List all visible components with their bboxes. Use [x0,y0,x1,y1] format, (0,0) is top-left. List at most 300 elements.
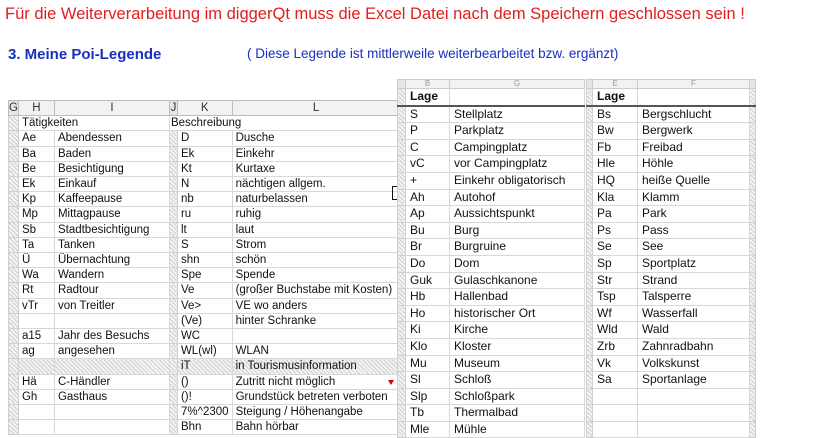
activity-abbr-cell: Ek [18,177,54,192]
table-row [587,372,756,389]
activity-abbr-cell [18,359,54,374]
location-code-cell: Mu [406,355,450,372]
header-row [398,89,585,106]
location-code-cell: Hb [406,289,450,306]
location-code-cell: Fb [593,139,638,156]
gutter-cell [9,283,19,298]
table-row [587,338,756,355]
gutter-cell [750,421,756,438]
gutter-cell [750,222,756,239]
activity-name-cell [54,313,169,328]
gutter-cell [750,322,756,339]
gutter-cell [398,305,406,322]
gutter-cell [750,388,756,405]
location-name-cell: Park [638,206,750,223]
location-name-cell: Bergwerk [638,123,750,140]
gutter-cell [750,239,756,256]
location-name-cell: See [638,239,750,256]
table-row [9,389,401,404]
table-row [587,139,756,156]
activity-abbr-cell [18,313,54,328]
description-code-cell: Spe [177,268,232,283]
location-code-cell: Klo [406,338,450,355]
gutter-cell [9,405,19,420]
table-row [9,268,401,283]
table-row [398,222,585,239]
description-code-cell: () [177,374,232,389]
location-name-cell: Kloster [450,338,585,355]
description-code-cell: iT [177,359,232,374]
activity-abbr-cell: Kp [18,192,54,207]
gutter-cell [750,106,756,123]
table-row [9,253,401,268]
table-row [9,177,401,192]
table-row [9,222,401,237]
table-row [9,329,401,344]
gutter-cell [9,268,19,283]
description-text-cell: Kurtaxe [232,161,400,176]
gutter-cell [169,420,177,435]
location-code-cell: Wld [593,322,638,339]
table-row [9,359,401,374]
gutter-cell [398,338,406,355]
location-name-cell: Sportplatz [638,255,750,272]
table-row [587,106,756,123]
activity-name-cell: Besichtigung [54,161,169,176]
location-code-cell: Tsp [593,289,638,306]
location-name-cell: Sportanlage [638,372,750,389]
column-header-row [398,80,585,89]
location-code-cell: Bw [593,123,638,140]
column-letter: J [170,102,177,114]
gutter-cell [9,344,19,359]
gutter-cell [398,172,406,189]
gutter-cell [750,305,756,322]
description-code-cell: Ve [177,283,232,298]
location-name-cell: Burgruine [450,239,585,256]
table-row [587,172,756,189]
gutter-cell [750,89,756,106]
location-name-cell: Gulaschkanone [450,272,585,289]
location-code-cell: Pa [593,206,638,223]
gutter-cell [398,272,406,289]
activity-name-cell: Tanken [54,237,169,252]
gutter-cell [398,89,406,106]
column-letter: G [9,102,18,114]
description-text-cell: Dusche [232,131,400,146]
gutter-cell [750,405,756,422]
table-row [398,172,585,189]
activity-name-cell: Mittagpause [54,207,169,222]
location-code-cell: Sa [593,372,638,389]
description-text-cell: hinter Schranke [232,313,400,328]
gutter-cell [398,222,406,239]
description-text-cell: in Tourismusinformation [232,359,400,374]
location-code-cell: Vk [593,355,638,372]
location-name-cell: Museum [450,355,585,372]
activity-name-cell: Radtour [54,283,169,298]
description-code-cell: Kt [177,161,232,176]
gutter-cell [169,161,177,176]
description-code-cell: (Ve) [177,313,232,328]
location-name-cell: Hallenbad [450,289,585,306]
location-name-cell: Talsperre [638,289,750,306]
location-code-cell: HQ [593,172,638,189]
description-text-cell: Einkehr [232,146,400,161]
location-name-cell: Zahnradbahn [638,338,750,355]
table-row [587,405,756,422]
gutter-cell [398,388,406,405]
gutter-cell [750,355,756,372]
description-text-cell: schön [232,253,400,268]
gutter-cell [169,253,177,268]
description-code-cell: WC [177,329,232,344]
column-letter: B [406,80,450,89]
column-letter: I [54,101,169,116]
gutter-cell [750,372,756,389]
lage-header: Lage [406,89,450,106]
gutter-cell [750,338,756,355]
gutter-cell [750,272,756,289]
table-row [398,305,585,322]
table-row [587,289,756,306]
table-row [398,421,585,438]
location-name-cell: Kirche [450,322,585,339]
location-sheet-2 [586,79,756,438]
location-name-cell: Volkskunst [638,355,750,372]
location-name-cell: Dom [450,255,585,272]
location-name-cell: Wald [638,322,750,339]
location-name-cell: Einkehr obligatorisch [450,172,585,189]
activity-abbr-cell: ag [18,344,54,359]
gutter-cell [9,313,19,328]
table-row [9,344,401,359]
save-notice: Für die Weiterverarbeitung im diggerQt muss die Excel Datei nach dem Speichern geschlossen sein ! [5,5,745,23]
gutter-cell [169,146,177,161]
activity-abbr-cell: Sb [18,222,54,237]
location-name-cell: Thermalbad [450,405,585,422]
location-code-cell: C [406,139,450,156]
description-text-cell [232,329,400,344]
table-row [9,161,401,176]
group-label-taetigkeiten: Tätigkeiten [18,116,169,131]
table-row [398,355,585,372]
location-name-cell: Parkplatz [450,123,585,140]
location-code-cell: Do [406,255,450,272]
gutter-cell [398,139,406,156]
location-name-cell: Schloßpark [450,388,585,405]
description-text-cell: Strom [232,237,400,252]
activity-abbr-cell: Rt [18,283,54,298]
gutter-cell [9,131,19,146]
description-code-cell: N [177,177,232,192]
table-row [9,283,401,298]
activity-name-cell [54,405,169,420]
table-row [587,239,756,256]
table-row [9,298,401,313]
location-code-cell: Hle [593,156,638,173]
gutter-cell [750,255,756,272]
gutter-cell [398,206,406,223]
table-row [398,123,585,140]
location-code-cell [593,388,638,405]
table-row [398,372,585,389]
table-row [398,322,585,339]
location-code-cell: S [406,106,450,123]
table-row [587,222,756,239]
activity-name-cell: Gasthaus [54,389,169,404]
header-row [587,89,756,106]
gutter-cell [398,355,406,372]
location-code-cell: Kla [593,189,638,206]
gutter-cell [169,359,177,374]
table-row [587,189,756,206]
gutter-cell [750,139,756,156]
table-row [587,156,756,173]
gutter-cell [169,131,177,146]
description-text-cell: Grundstück betreten verboten [232,389,400,404]
gutter-cell [9,177,19,192]
description-text-cell: ruhig [232,207,400,222]
description-text-cell: Spende [232,268,400,283]
description-text-cell: Steigung / Höhenangabe [232,405,400,420]
gutter-cell [169,177,177,192]
location-code-cell: Ps [593,222,638,239]
column-header-row [587,80,756,89]
table-row [9,420,401,435]
description-text-cell: laut [232,222,400,237]
gutter-cell [169,222,177,237]
table-row [587,206,756,223]
activity-abbr-cell [18,420,54,435]
activity-abbr-cell: vTr [18,298,54,313]
location-code-cell: + [406,172,450,189]
gutter-cell [398,156,406,173]
gutter-cell [9,253,19,268]
activity-abbr-cell: Ba [18,146,54,161]
gutter-cell [169,389,177,404]
location-name-cell: Mühle [450,421,585,438]
table-row [398,405,585,422]
activity-abbr-cell: Ü [18,253,54,268]
table-row [398,106,585,123]
gutter-cell [169,268,177,283]
table-row [587,388,756,405]
gutter-cell [169,374,177,389]
column-letter: H [18,101,54,116]
activity-abbr-cell: Hä [18,374,54,389]
table-row [398,139,585,156]
description-code-cell: ()! [177,389,232,404]
gutter-cell [398,421,406,438]
location-name-cell: historischer Ort [450,305,585,322]
column-letter: G [450,80,585,89]
location-code-cell: Bs [593,106,638,123]
location-name-cell: heiße Quelle [638,172,750,189]
column-letter: E [593,80,638,89]
location-sheet-1 [397,79,585,438]
location-code-cell: Br [406,239,450,256]
table-row [9,405,401,420]
activity-name-cell [54,359,169,374]
activity-abbr-cell: Wa [18,268,54,283]
location-code-cell: Zrb [593,338,638,355]
description-text-cell: naturbelassen [232,192,400,207]
gutter-cell [169,237,177,252]
table-row [398,272,585,289]
location-name-cell: Höhle [638,156,750,173]
location-code-cell: Wf [593,305,638,322]
gutter-cell [169,329,177,344]
description-code-cell: WL(wl) [177,344,232,359]
gutter-cell [9,222,19,237]
location-name-cell: Bergschlucht [638,106,750,123]
lage-header: Lage [593,89,638,106]
table-row [398,239,585,256]
comment-indicator [388,380,394,385]
location-code-cell: Guk [406,272,450,289]
table-row [398,338,585,355]
description-code-cell: Ek [177,146,232,161]
location-code-cell [593,405,638,422]
table-row [398,255,585,272]
gutter-cell [750,289,756,306]
location-code-cell: P [406,123,450,140]
gutter-cell [398,239,406,256]
description-text-cell: (großer Buchstabe mit Kosten) [232,283,400,298]
activity-abbr-cell: a15 [18,329,54,344]
gutter-cell [398,255,406,272]
location-name-cell: Aussichtspunkt [450,206,585,223]
gutter-cell [398,80,406,89]
description-text-cell: VE wo anders [232,298,400,313]
activity-name-cell: Wandern [54,268,169,283]
gutter-cell [9,116,19,131]
location-code-cell: Ho [406,305,450,322]
location-name-cell [638,405,750,422]
gutter-cell [169,313,177,328]
gutter-cell [398,322,406,339]
location-code-cell: Slp [406,388,450,405]
column-letter: F [638,80,750,89]
location-name-cell: vor Campingplatz [450,156,585,173]
description-code-cell: D [177,131,232,146]
gutter-cell [9,207,19,222]
location-name-cell: Strand [638,272,750,289]
description-code-cell: S [177,237,232,252]
gutter-cell [9,389,19,404]
gutter-cell [169,298,177,313]
gutter-cell [750,80,756,89]
table-row [587,305,756,322]
location-name-cell: Pass [638,222,750,239]
location-code-cell: Ap [406,206,450,223]
gutter-cell [169,283,177,298]
gutter-cell [398,405,406,422]
section-subnote: ( Diese Legende ist mittlerweile weiterbearbeitet bzw. ergänzt) [247,46,619,61]
gutter-cell [9,192,19,207]
gutter-cell [398,289,406,306]
description-code-cell: shn [177,253,232,268]
gutter-cell [169,192,177,207]
location-code-cell: Sp [593,255,638,272]
activity-name-cell: Jahr des Besuchs [54,329,169,344]
activity-name-cell: Übernachtung [54,253,169,268]
description-code-cell: Ve> [177,298,232,313]
gutter-cell [398,372,406,389]
column-header-row [9,101,401,116]
location-code-cell: Ah [406,189,450,206]
empty-header-cell [638,89,750,106]
location-name-cell: Burg [450,222,585,239]
description-code-cell: ru [177,207,232,222]
gutter-cell [169,344,177,359]
gutter-cell [398,123,406,140]
table-row [587,421,756,438]
activity-abbr-cell: Ae [18,131,54,146]
activity-abbr-cell [18,405,54,420]
gutter-cell [9,298,19,313]
activity-name-cell: von Treitler [54,298,169,313]
location-name-cell: Freibad [638,139,750,156]
gutter-cell [398,189,406,206]
location-code-cell: Tb [406,405,450,422]
activity-abbr-cell: Mp [18,207,54,222]
gutter-cell [750,172,756,189]
gutter-cell [9,359,19,374]
description-text-cell: Bahn hörbar [232,420,400,435]
activity-name-cell: Kaffeepause [54,192,169,207]
activity-name-cell: Stadtbesichtigung [54,222,169,237]
location-name-cell: Stellplatz [450,106,585,123]
table-row [9,237,401,252]
table-row [587,255,756,272]
gutter-cell [169,405,177,420]
column-letter: L [232,101,400,116]
location-code-cell: Ki [406,322,450,339]
location-code-cell [593,421,638,438]
description-code-cell: 7%^2300 [177,405,232,420]
gutter-cell [9,146,19,161]
location-code-cell: Se [593,239,638,256]
empty-header-cell [450,89,585,106]
gutter-cell [750,156,756,173]
gutter-cell [169,207,177,222]
location-name-cell [638,421,750,438]
description-code-cell: Bhn [177,420,232,435]
location-name-cell [638,388,750,405]
gutter-cell [9,161,19,176]
location-name-cell: Autohof [450,189,585,206]
activity-abbr-cell: Be [18,161,54,176]
description-text-cell: nächtigen allgem. [232,177,400,192]
location-code-cell: Bu [406,222,450,239]
activities-description-sheet [8,100,401,435]
location-code-cell: Str [593,272,638,289]
location-name-cell: Campingplatz [450,139,585,156]
table-row [398,206,585,223]
gutter-cell [750,206,756,223]
table-row [398,189,585,206]
description-text-cell: Zutritt nicht möglich [232,374,400,389]
activity-abbr-cell: Gh [18,389,54,404]
table-row [9,131,401,146]
location-name-cell: Schloß [450,372,585,389]
gutter-cell [9,374,19,389]
table-row [587,123,756,140]
description-code-cell: lt [177,222,232,237]
table-row [398,156,585,173]
